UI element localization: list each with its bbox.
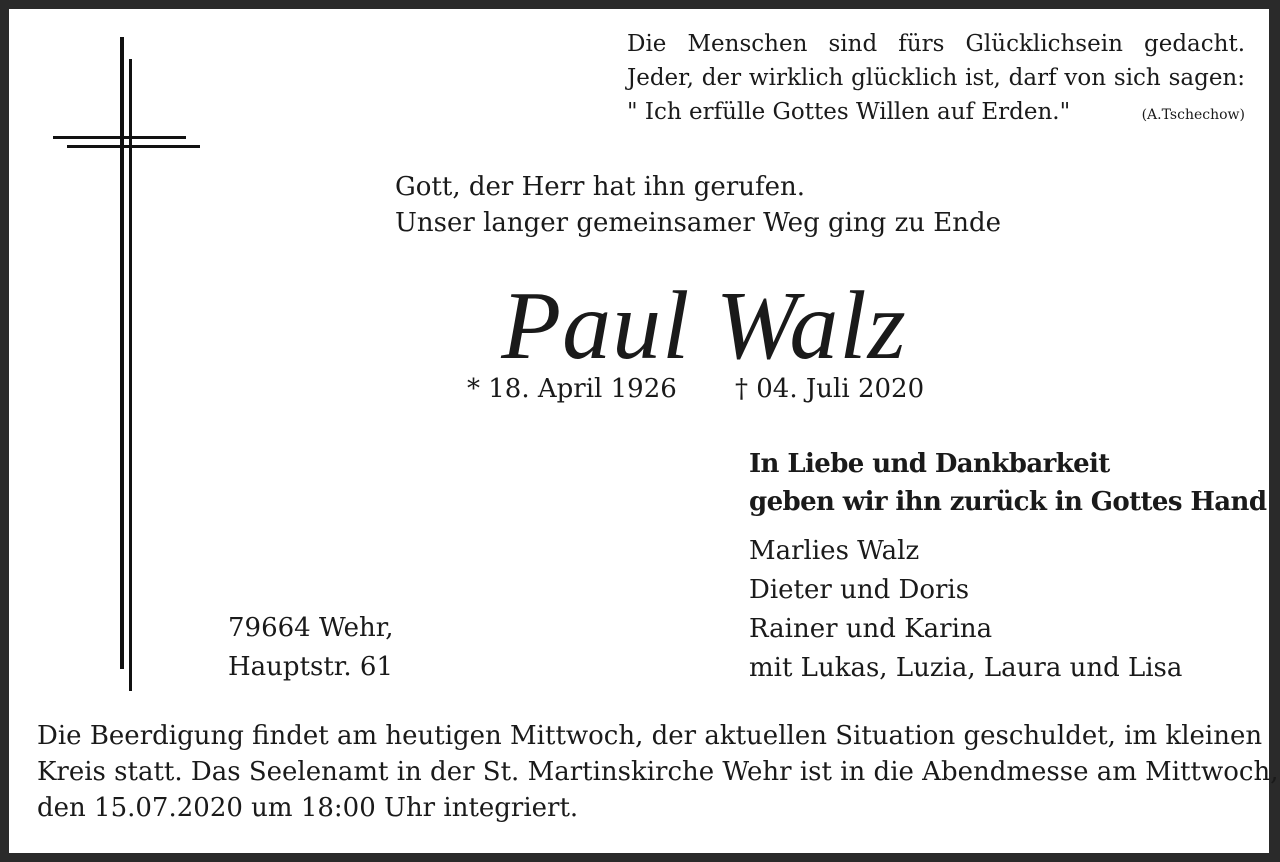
funeral-line: Die Beerdigung findet am heutigen Mittwoch, der aktuellen Situation geschuldet, im kleinen <box>37 721 1263 751</box>
intro-text <box>395 169 1001 241</box>
family-member: Rainer und Karina <box>749 614 993 644</box>
funeral-line: den 15.07.2020 um 18:00 Uhr integriert. <box>37 793 579 823</box>
family-list <box>749 532 1182 688</box>
funeral-info <box>37 718 1279 826</box>
quote-line: Die Menschen sind fürs Glücklichsein gedacht. <box>627 31 1245 57</box>
epigraph-quote <box>627 27 1245 132</box>
family-member: Marlies Walz <box>749 536 920 566</box>
address-block <box>228 609 394 687</box>
birth-date: * 18. April 1926 <box>467 374 677 404</box>
thanks-line: In Liebe und Dankbarkeit <box>749 449 1110 479</box>
obituary-notice <box>9 9 1279 853</box>
family-member: Dieter und Doris <box>749 575 970 605</box>
intro-line: Unser langer gemeinsamer Weg ging zu Ende <box>395 208 1002 238</box>
intro-line: Gott, der Herr hat ihn gerufen. <box>395 172 806 202</box>
quote-line: " Ich erfülle Gottes Willen auf Erden." <box>627 99 1071 125</box>
cross-icon-bar <box>67 145 200 148</box>
quote-author: (A.Tschechow) <box>1141 107 1245 123</box>
thanks-text <box>749 445 1266 521</box>
thanks-line: geben wir ihn zurück in Gottes Hand <box>749 487 1267 517</box>
deceased-name: Paul Walz <box>501 272 907 380</box>
quote-last-line <box>627 95 1245 132</box>
funeral-line: Kreis statt. Das Seelenamt in der St. Martinskirche Wehr ist in die Abendmesse am Mittwoch, <box>37 757 1279 787</box>
death-date: † 04. Juli 2020 <box>735 374 925 404</box>
cross-icon-bar <box>53 136 186 139</box>
quote-line: Jeder, der wirklich glücklich ist, darf von sich sagen: <box>627 65 1245 91</box>
family-member: mit Lukas, Luzia, Laura und Lisa <box>749 653 1183 683</box>
address-line: Hauptstr. 61 <box>228 652 393 682</box>
address-line: 79664 Wehr, <box>228 613 394 643</box>
